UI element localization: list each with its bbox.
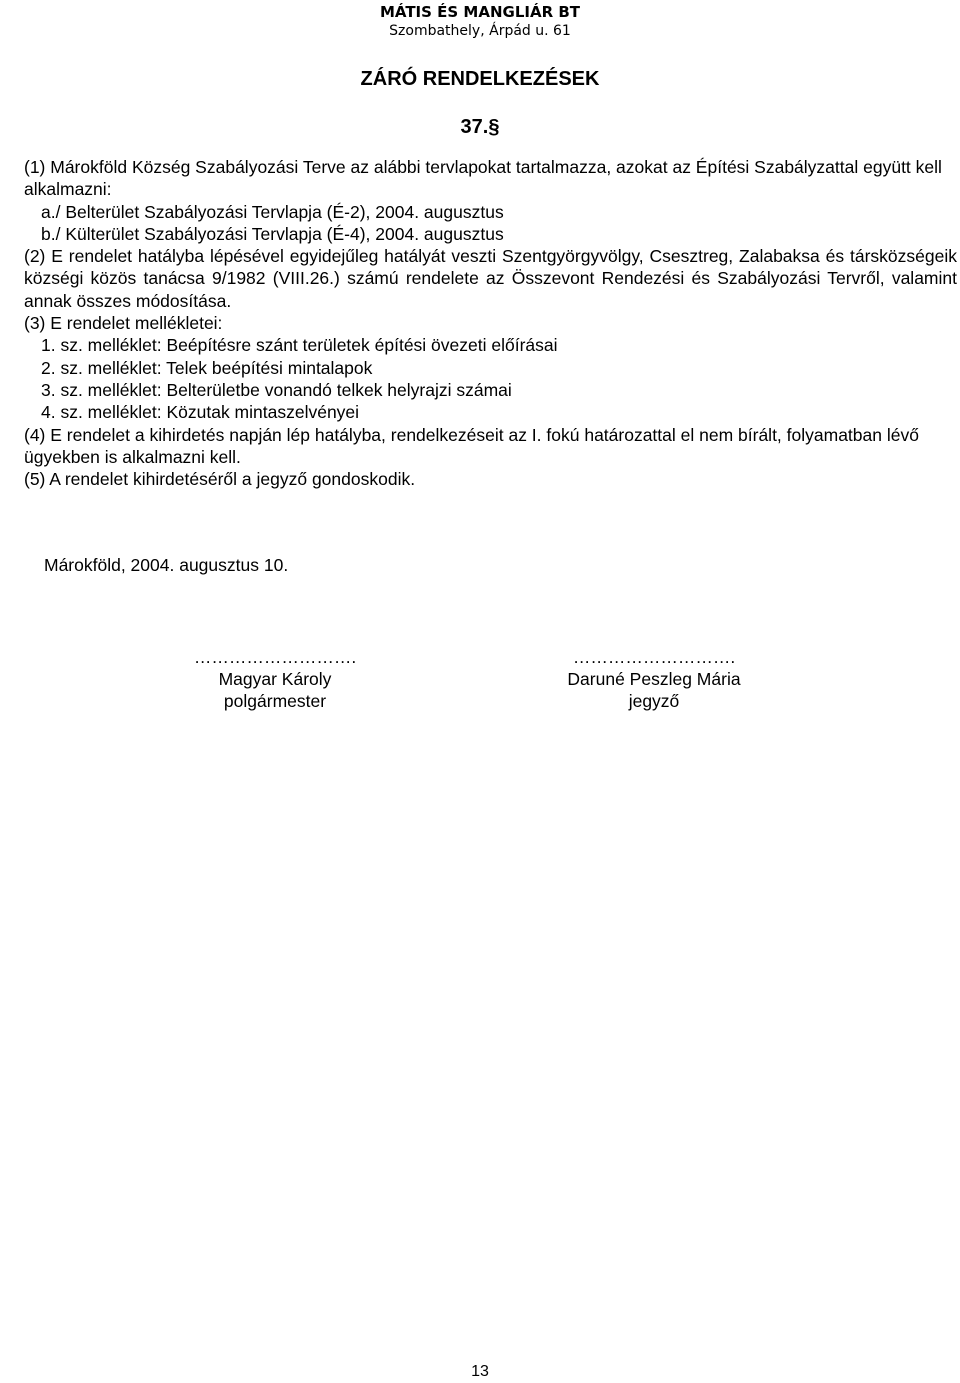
- clause-1: (1) Márokföld Község Szabályozási Terve az alábbi tervlapokat tartalmazza, azokat az Építési Szabályzattal együtt kell alkalmazni:: [24, 157, 942, 200]
- clause-4: (4) E rendelet a kihirdetés napján lép hatályba, rendelkezéseit az I. fokú határozattal el nem bírált, folyamatban lévő ügyekben is alkalmazni kell.: [24, 424, 919, 467]
- place-and-date: Márokföld, 2004. augusztus 10.: [44, 555, 289, 575]
- signature-line: ……………………….: [193, 647, 357, 667]
- clause-3: (3) E rendelet mellékletei:: [24, 313, 223, 334]
- signature-mayor: [175, 646, 375, 712]
- signature-line: ……………………….: [572, 647, 736, 667]
- clause-1a: a./ Belterület Szabályozási Tervlapja (É-2), 2004. augusztus: [41, 201, 504, 222]
- company-name: MÁTIS ÉS MANGLIÁR BT: [379, 3, 581, 21]
- annex-item-4: 4. sz. melléklet: Közutak mintaszelvényei: [41, 402, 360, 423]
- paragraph-number: 37.§: [460, 116, 500, 138]
- clause-5: (5) A rendelet kihirdetéséről a jegyző gondoskodik.: [24, 469, 416, 490]
- signatory-role: polgármester: [223, 691, 327, 711]
- annex-item-3: 3. sz. melléklet: Belterületbe vonandó telkek helyrajzi számai: [41, 379, 512, 400]
- clause-1b: b./ Külterület Szabályozási Tervlapja (É-4), 2004. augusztus: [41, 223, 504, 244]
- page-number: 13: [471, 1363, 489, 1380]
- annex-item-1: 1. sz. melléklet: Beépítésre szánt területek építési övezeti előírásai: [41, 335, 558, 356]
- signatory-role: jegyző: [628, 691, 680, 711]
- regulation-body: [4, 156, 957, 490]
- signatory-name: Daruné Peszleg Mária: [567, 669, 741, 689]
- annex-item-2: 2. sz. melléklet: Telek beépítési mintalapok: [41, 357, 373, 378]
- signatory-name: Magyar Károly: [218, 669, 332, 689]
- page-header: [0, 3, 960, 41]
- section-title: ZÁRÓ RENDELKEZÉSEK: [360, 68, 600, 90]
- company-address: Szombathely, Árpád u. 61: [389, 23, 571, 39]
- clause-2: (2) E rendelet hatályba lépésével egyidejűleg hatályát veszti Szentgyörgyvölgy, Csesztreg, Zalabaksa és társközségeik községi közös tanácsa 9/1982 (VIII.26.) számú rendelete az Összevont Rendezési és Szabályozási Tervről, valamint annak összes módosítása.: [24, 246, 957, 311]
- signature-notary: [534, 646, 774, 712]
